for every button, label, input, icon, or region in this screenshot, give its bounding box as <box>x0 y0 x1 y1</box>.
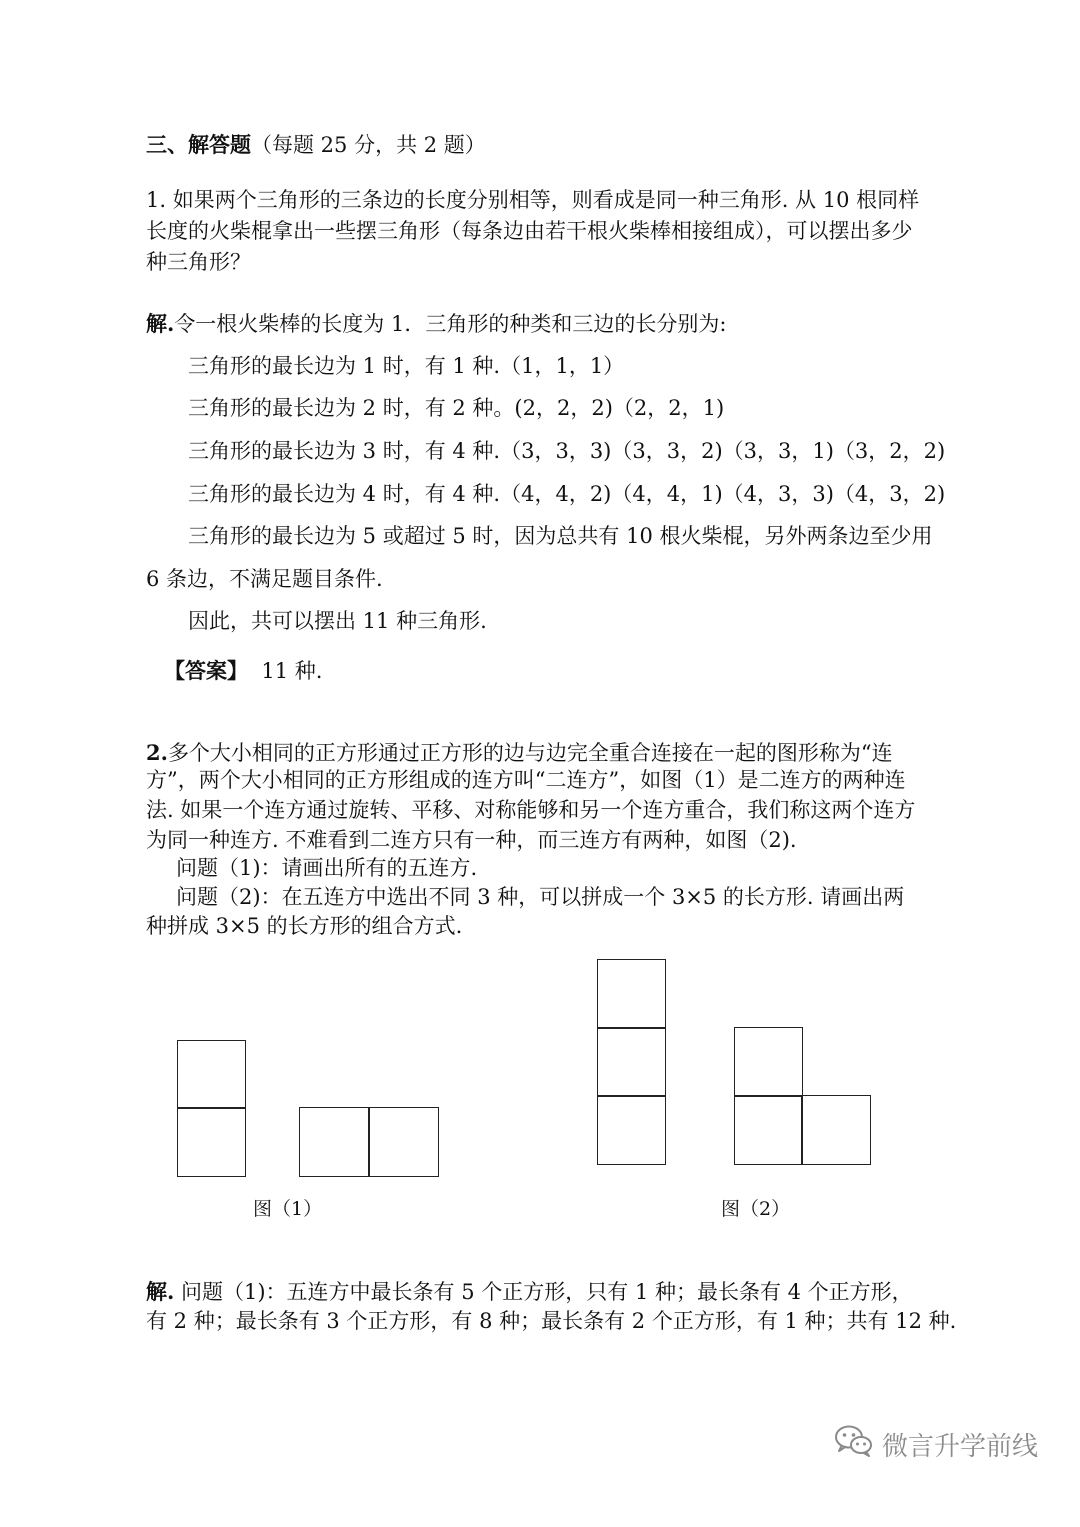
figure-2-l-square-bottom-left <box>734 1095 803 1165</box>
section-heading-title: 三、解答题 <box>146 132 251 157</box>
q1-answer-value: 11 种. <box>261 659 323 683</box>
q1-case-2: 三角形的最长边为 2 时，有 2 种。(2，2，2)（2，2，1) <box>188 396 725 420</box>
q1-case-5-line-2: 6 条边，不满足题目条件. <box>146 567 383 591</box>
watermark <box>834 1424 1038 1465</box>
q2-question-2-line-1: 问题（2)：在五连方中选出不同 3 种，可以拼成一个 3×5 的长方形. 请画出两 <box>176 885 905 909</box>
q1-case-4: 三角形的最长边为 4 时，有 4 种.（4，4，2)（4，4，1)（4，3，3)（4，3，2) <box>188 482 946 506</box>
q2-text-line-4: 为同一种连方. 不难看到二连方只有一种，而三连方有两种，如图（2). <box>146 828 797 852</box>
q2-question-2-line-2: 种拼成 3×5 的长方形的组合方式. <box>146 914 463 938</box>
wechat-icon <box>834 1424 874 1465</box>
figure-1-vertical-square-bottom <box>177 1107 246 1177</box>
figure-1-caption: 图（1） <box>253 1198 323 1220</box>
q2-text-line-1 <box>146 739 893 767</box>
q1-case-1: 三角形的最长边为 1 时，有 1 种.（1，1，1） <box>188 354 625 378</box>
q1-solution-label: 解. <box>146 311 175 336</box>
watermark-text: 微言升学前线 <box>881 1432 1038 1462</box>
q1-conclusion: 因此，共可以摆出 11 种三角形. <box>188 609 487 633</box>
figure-2-straight-square-1 <box>597 959 666 1029</box>
q2-question-1: 问题（1)：请画出所有的五连方. <box>176 856 478 880</box>
q1-solution-intro <box>146 310 726 338</box>
section-heading-note: （每题 25 分，共 2 题） <box>251 133 486 157</box>
q2-text-line-2: 方”，两个大小相同的正方形组成的连方叫“二连方”，如图（1）是二连方的两种连 <box>146 768 906 792</box>
section-heading <box>146 131 486 159</box>
figure-1-horizontal-square-left <box>299 1107 370 1177</box>
q2-solution-line-1 <box>146 1278 913 1306</box>
q1-answer-label: 【答案】 <box>164 658 248 683</box>
q2-solution-label: 解. <box>146 1279 175 1304</box>
q2-text-line-3: 法. 如果一个连方通过旋转、平移、对称能够和另一个连方重合，我们称这两个连方 <box>146 798 916 822</box>
q2-solution-text-1: 问题（1)：五连方中最长条有 5 个正方形，只有 1 种；最长条有 4 个正方形， <box>181 1280 913 1304</box>
q1-answer <box>164 657 322 685</box>
q1-case-5-line-1: 三角形的最长边为 5 或超过 5 时，因为总共有 10 根火柴棍，另外两条边至少用 <box>188 524 933 548</box>
q2-solution-line-2: 有 2 种；最长条有 3 个正方形，有 8 种；最长条有 2 个正方形，有 1 种；共有 12 种. <box>146 1309 957 1333</box>
figure-1-vertical-square-top <box>177 1040 246 1109</box>
q1-solution-intro-text: 令一根火柴棒的长度为 1．三角形的种类和三边的长分别为: <box>174 312 727 336</box>
figure-1-horizontal-square-right <box>368 1107 439 1177</box>
q1-case-3: 三角形的最长边为 3 时，有 4 种.（3，3，3)（3，3，2)（3，3，1)（3，2，2) <box>188 439 946 463</box>
q1-text-line-3: 种三角形？ <box>146 250 251 274</box>
q2-text-line-1-body: 多个大小相同的正方形通过正方形的边与边完全重合连接在一起的图形称为“连 <box>167 741 893 765</box>
figure-2-l-square-bottom-right <box>801 1095 871 1165</box>
figure-2-straight-square-3 <box>597 1095 666 1165</box>
q2-number: 2. <box>146 740 168 765</box>
figure-2-straight-square-2 <box>597 1027 666 1097</box>
q1-text-line-1: 1. 如果两个三角形的三条边的长度分别相等，则看成是同一种三角形. 从 10 根同样 <box>146 188 920 212</box>
figure-2-caption: 图（2） <box>721 1198 791 1220</box>
q1-text-line-2: 长度的火柴棍拿出一些摆三角形（每条边由若干根火柴棒相接组成），可以摆出多少 <box>146 219 913 243</box>
figure-2-l-square-top <box>734 1027 803 1097</box>
